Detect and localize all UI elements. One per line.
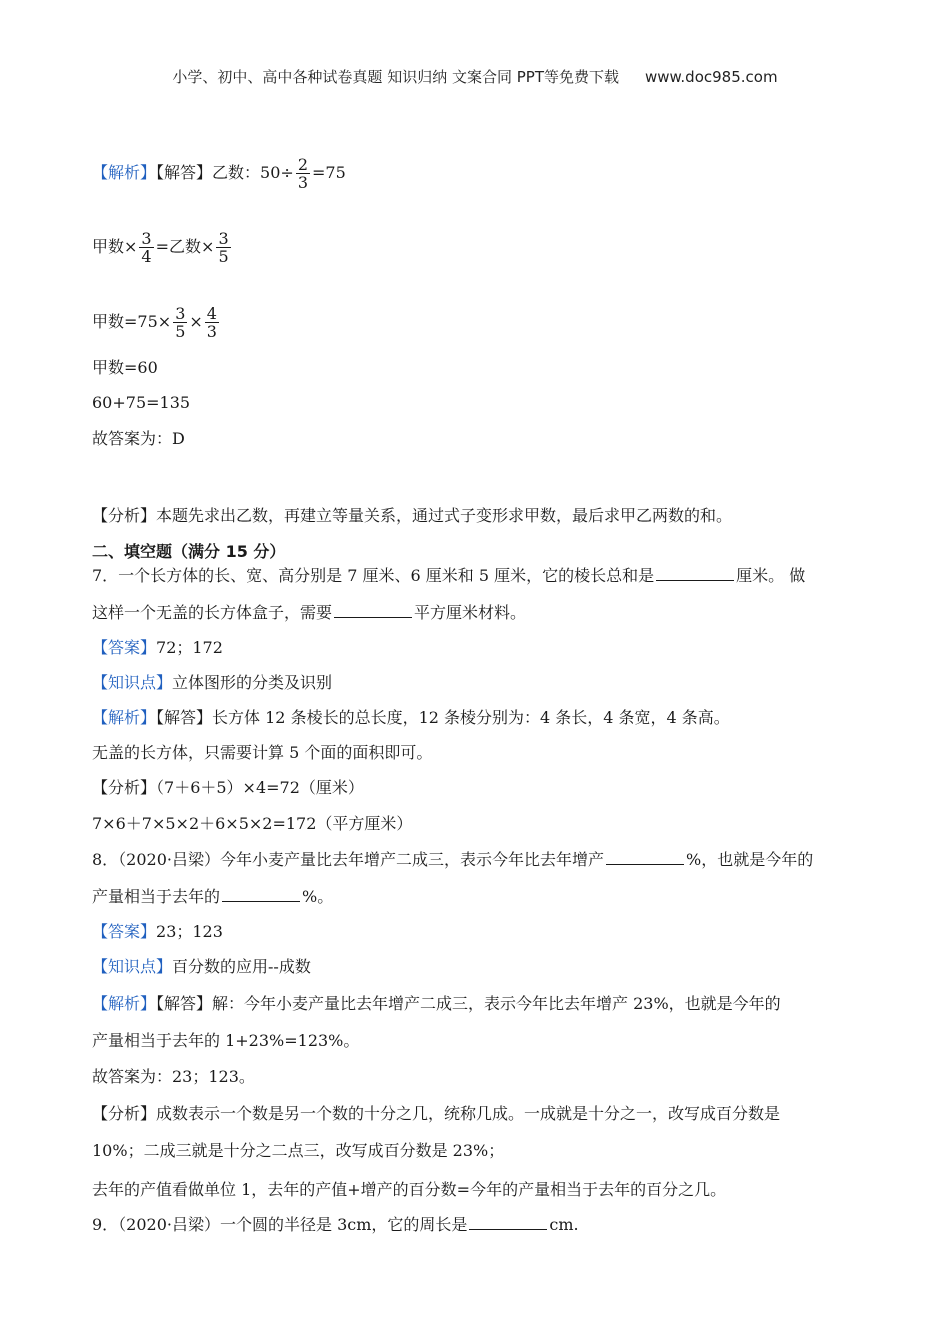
header-text: 小学、初中、高中各种试卷真题 知识归纳 文案合同 PPT等免费下载 <box>172 68 619 86</box>
q7-solution-line-2: 无盖的长方体，只需要计算 5 个面的面积即可。 <box>92 743 433 762</box>
section-title: 二、填空题（满分 15 分） <box>92 542 286 561</box>
answer-blank[interactable] <box>334 601 412 618</box>
fraction: $\frac{3}{5}$ <box>218 229 229 266</box>
fraction: $\frac{4}{3}$ <box>206 304 217 341</box>
q6-solution-line-5: 60+75=135 <box>92 393 191 412</box>
q6-conclusion: 故答案为：D <box>92 429 185 448</box>
answer-blank[interactable] <box>469 1213 547 1230</box>
q8-solution: 【解析】【解答】解：今年小麦产量比去年增产二成三，表示今年比去年增产 23%，也就是今年的 <box>92 994 781 1013</box>
q7-analysis: 【分析】（7＋6＋5）×4=72（厘米） <box>92 778 364 797</box>
q8-answer: 【答案】23；123 <box>92 922 223 941</box>
q7-knowledge-point: 【知识点】立体图形的分类及识别 <box>92 673 333 692</box>
q6-solution-line-1: 【解析】【解答】乙数：50÷ $\frac{2}{3}$ =75 <box>92 155 346 192</box>
q6-solution-line-3: 甲数=75× $\frac{3}{5}$ × $\frac{4}{3}$ <box>92 304 217 341</box>
page-header <box>0 66 950 87</box>
q8-analysis-line-3: 去年的产值看做单位 1，去年的产值+增产的百分数=今年的产量相当于去年的百分之几。 <box>92 1180 727 1199</box>
q6-solution-line-2: 甲数× $\frac{3}{4}$ =乙数× $\frac{3}{5}$ <box>92 229 229 266</box>
q9-question: 9．（2020·吕梁）一个圆的半径是 3cm，它的周长是 cm. <box>92 1215 579 1234</box>
fraction: $\frac{3}{5}$ <box>175 304 186 341</box>
q8-solution-line-2: 产量相当于去年的 1+23%=123%。 <box>92 1031 360 1050</box>
header-url[interactable]: www.doc985.com <box>644 68 778 86</box>
q7-question-line-1: 7．一个长方体的长、宽、高分别是 7 厘米、6 厘米和 5 厘米，它的棱长总和是 厘米。 做 <box>92 566 806 585</box>
answer-blank[interactable] <box>656 564 734 581</box>
q6-analysis: 【分析】本题先求出乙数，再建立等量关系，通过式子变形求甲数，最后求甲乙两数的和。 <box>92 506 733 525</box>
q7-answer: 【答案】72；172 <box>92 638 223 657</box>
q8-conclusion: 故答案为：23；123。 <box>92 1067 255 1086</box>
fraction: $\frac{2}{3}$ <box>297 155 308 192</box>
q7-analysis-line-2: 7×6＋7×5×2＋6×5×2=172（平方厘米） <box>92 814 413 833</box>
q8-knowledge-point: 【知识点】百分数的应用--成数 <box>92 957 311 976</box>
fraction: $\frac{3}{4}$ <box>141 229 152 266</box>
q7-question-line-2: 这样一个无盖的长方体盒子，需要 平方厘米材料。 <box>92 603 527 622</box>
q8-analysis: 【分析】成数表示一个数是另一个数的十分之几，统称几成。一成就是十分之一，改写成百分数是 <box>92 1104 781 1123</box>
q6-solution-line-4: 甲数=60 <box>92 358 158 377</box>
q7-solution: 【解析】【解答】长方体 12 条棱长的总长度，12 条棱分别为：4 条长，4 条宽，4 条高。 <box>92 708 730 727</box>
answer-blank[interactable] <box>222 885 300 902</box>
q8-question-line-2: 产量相当于去年的 %。 <box>92 887 334 906</box>
q8-question-line-1: 8．（2020·吕梁）今年小麦产量比去年增产二成三，表示今年比去年增产 %，也就是今年的 <box>92 850 814 869</box>
answer-blank[interactable] <box>606 848 684 865</box>
q8-analysis-line-2: 10%；二成三就是十分之二点三，改写成百分数是 23%； <box>92 1141 505 1160</box>
